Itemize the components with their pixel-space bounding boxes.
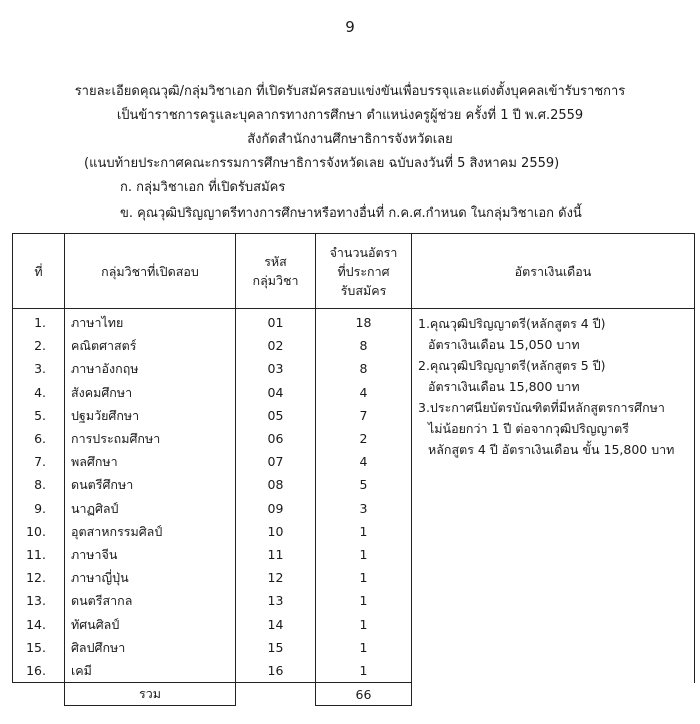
row-number: 6. <box>13 427 65 450</box>
subject-name: ภาษาจีน <box>65 543 236 566</box>
salary-note-line: ไม่น้อยกว่า 1 ปี ต่อจากวุฒิปริญญาตรี <box>428 421 629 436</box>
total-value: 66 <box>316 683 412 706</box>
subject-name: สังคมศึกษา <box>65 381 236 404</box>
header-line-1: รายละเอียดคุณวุฒิ/กลุ่มวิชาเอก ที่เปิดรับสมัครสอบแข่งขันเพื่อบรรจุและแต่งตั้งบุคคลเข้ารับราชการ <box>74 84 626 99</box>
subject-code: 16 <box>236 659 316 683</box>
position-count: 1 <box>316 589 412 612</box>
subject-code: 07 <box>236 450 316 473</box>
subject-code: 01 <box>236 309 316 335</box>
row-number: 10. <box>13 520 65 543</box>
subject-name: คณิตศาสตร์ <box>65 334 236 357</box>
position-count: 2 <box>316 427 412 450</box>
header-count-line-2: ที่ประกาศ <box>337 263 390 279</box>
row-number: 7. <box>13 450 65 473</box>
subject-name: ภาษาไทย <box>65 309 236 335</box>
salary-note-line: หลักสูตร 4 ปี อัตราเงินเดือน ขั้น 15,800 บาท <box>428 442 675 457</box>
position-count: 4 <box>316 381 412 404</box>
subject-name: ดนตรีศึกษา <box>65 473 236 496</box>
page-number: 9 <box>345 18 355 36</box>
total-row <box>13 683 695 706</box>
table-header-row <box>13 234 695 309</box>
row-number: 4. <box>13 381 65 404</box>
subject-name: การประถมศึกษา <box>65 427 236 450</box>
header-line-3: สังกัดสำนักงานศึกษาธิการจังหวัดเลย <box>247 132 453 147</box>
table-row <box>13 309 695 335</box>
salary-note-line: 3.ประกาศนียบัตรบัณฑิตที่มีหลักสูตรการศึกษา <box>418 400 665 415</box>
row-number: 8. <box>13 473 65 496</box>
total-label: รวม <box>65 683 236 706</box>
salary-notes-cell <box>412 309 695 683</box>
position-count: 7 <box>316 404 412 427</box>
row-number: 15. <box>13 636 65 659</box>
subject-name: นาฏศิลป์ <box>65 497 236 520</box>
salary-note-line: อัตราเงินเดือน 15,800 บาท <box>428 379 580 394</box>
salary-note-line: อัตราเงินเดือน 15,050 บาท <box>428 337 580 352</box>
subject-name: ภาษาญี่ปุ่น <box>65 566 236 589</box>
position-count: 1 <box>316 659 412 683</box>
subject-code: 11 <box>236 543 316 566</box>
section-a: ก. กลุ่มวิชาเอก ที่เปิดรับสมัคร <box>120 180 286 195</box>
subject-name: พลศึกษา <box>65 450 236 473</box>
subject-code: 12 <box>236 566 316 589</box>
salary-note-line: 2.คุณวุฒิปริญญาตรี(หลักสูตร 5 ปี) <box>418 358 606 373</box>
position-count: 8 <box>316 357 412 380</box>
subject-table <box>12 233 695 706</box>
header-count <box>316 234 412 309</box>
subject-name: ทัศนศิลป์ <box>65 613 236 636</box>
subject-name: อุตสาหกรรมศิลป์ <box>65 520 236 543</box>
subject-code: 05 <box>236 404 316 427</box>
header-count-line-3: รับสมัคร <box>340 282 387 298</box>
subject-name: ศิลปศึกษา <box>65 636 236 659</box>
row-number: 3. <box>13 357 65 380</box>
position-count: 5 <box>316 473 412 496</box>
subject-code: 08 <box>236 473 316 496</box>
subject-name: เคมี <box>65 659 236 683</box>
row-number: 14. <box>13 613 65 636</box>
subject-code: 04 <box>236 381 316 404</box>
subject-name: ดนตรีสากล <box>65 589 236 612</box>
subject-code: 10 <box>236 520 316 543</box>
subject-code: 02 <box>236 334 316 357</box>
salary-note-line: 1.คุณวุฒิปริญญาตรี(หลักสูตร 4 ปี) <box>418 316 606 331</box>
header-salary: อัตราเงินเดือน <box>412 234 695 309</box>
subject-code: 15 <box>236 636 316 659</box>
position-count: 18 <box>316 309 412 335</box>
header-line-4: (แนบท้ายประกาศคณะกรรมการศึกษาธิการจังหวัดเลย ฉบับลงวันที่ 5 สิงหาคม 2559) <box>84 156 560 171</box>
header-no: ที่ <box>13 234 65 309</box>
subject-code: 14 <box>236 613 316 636</box>
header-subject: กลุ่มวิชาที่เปิดสอบ <box>65 234 236 309</box>
position-count: 1 <box>316 566 412 589</box>
row-number: 9. <box>13 497 65 520</box>
position-count: 1 <box>316 543 412 566</box>
position-count: 8 <box>316 334 412 357</box>
subject-code: 03 <box>236 357 316 380</box>
subject-code: 13 <box>236 589 316 612</box>
row-number: 5. <box>13 404 65 427</box>
subject-name: ภาษาอังกฤษ <box>65 357 236 380</box>
position-count: 4 <box>316 450 412 473</box>
row-number: 11. <box>13 543 65 566</box>
header-count-line-1: จำนวนอัตรา <box>329 244 398 260</box>
subject-code: 06 <box>236 427 316 450</box>
position-count: 1 <box>316 613 412 636</box>
row-number: 2. <box>13 334 65 357</box>
header-code-line-2: กลุ่มวิชา <box>252 273 299 288</box>
section-b: ข. คุณวุฒิปริญญาตรีทางการศึกษาหรือทางอื่นที่ ก.ค.ศ.กำหนด ในกลุ่มวิชาเอก ดังนี้ <box>120 206 582 221</box>
header-line-2: เป็นข้าราชการครูและบุคลากรทางการศึกษา ตำแหน่งครูผู้ช่วย ครั้งที่ 1 ปี พ.ศ.2559 <box>116 108 584 123</box>
row-number: 1. <box>13 309 65 335</box>
subject-code: 09 <box>236 497 316 520</box>
position-count: 1 <box>316 520 412 543</box>
position-count: 3 <box>316 497 412 520</box>
header-code <box>236 234 316 309</box>
subject-name: ปฐมวัยศึกษา <box>65 404 236 427</box>
row-number: 12. <box>13 566 65 589</box>
header-code-line-1: รหัส <box>264 254 287 269</box>
row-number: 13. <box>13 589 65 612</box>
row-number: 16. <box>13 659 65 683</box>
position-count: 1 <box>316 636 412 659</box>
